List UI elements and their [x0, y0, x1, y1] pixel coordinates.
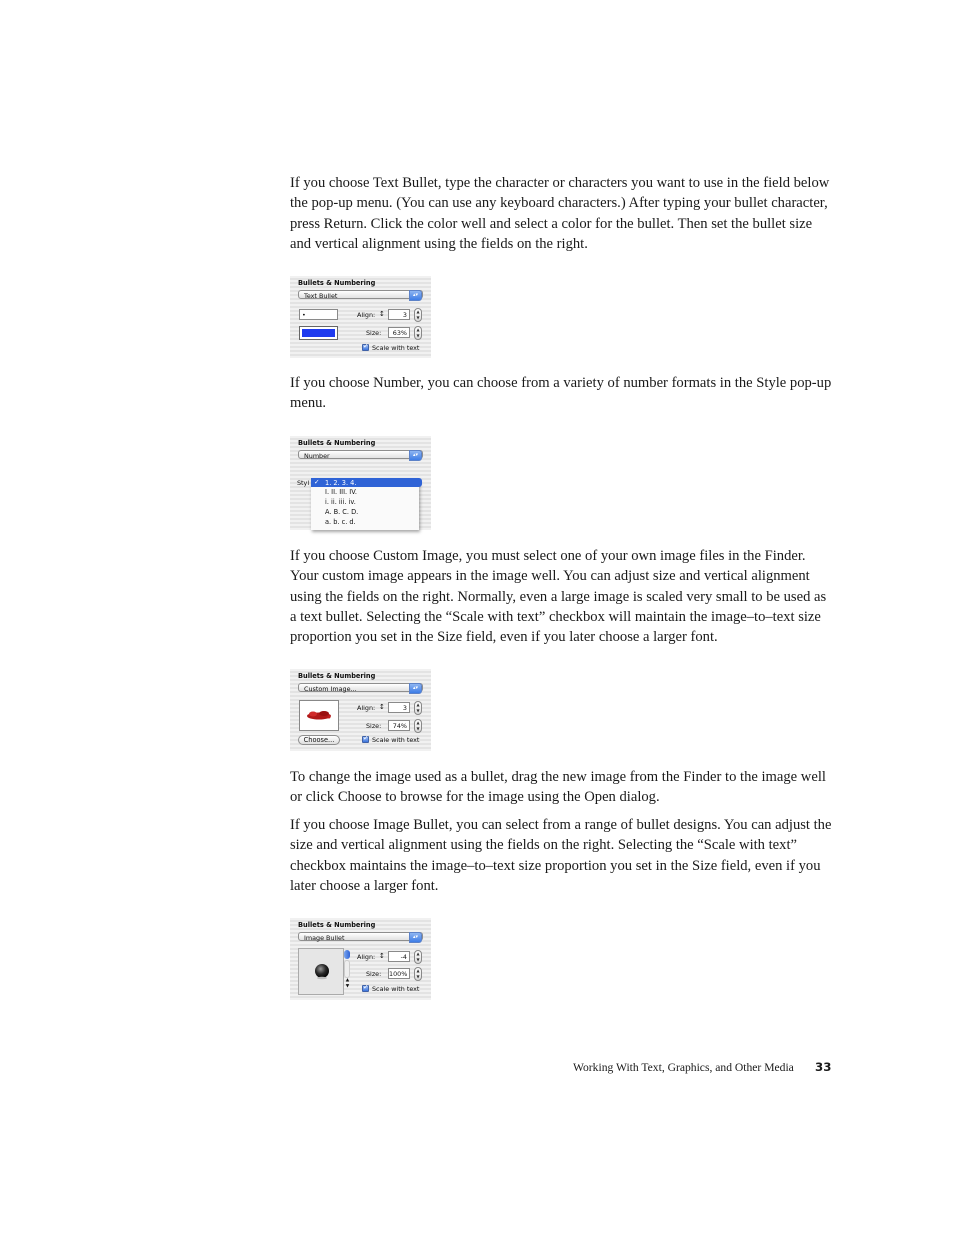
style-option[interactable]	[311, 517, 419, 527]
running-head: Working With Text, Graphics, and Other Media	[573, 1061, 794, 1074]
paragraph-number: If you choose Number, you can choose from a variety of number formats in the Style pop-up menu.	[290, 375, 832, 412]
style-menu	[311, 478, 419, 530]
choose-button-label: Choose...	[303, 736, 335, 744]
style-option[interactable]	[311, 497, 419, 507]
panel-title: Bullets & Numbering	[298, 439, 376, 447]
page-number: 33	[815, 1060, 832, 1074]
size-label: Size:	[366, 329, 382, 337]
vertical-align-icon: ↕	[379, 952, 385, 960]
scale-with-text-checkbox[interactable]	[362, 344, 369, 351]
popup-value: Text Bullet	[304, 291, 338, 300]
color-well[interactable]	[299, 326, 338, 340]
size-stepper[interactable]: ▲ ▼	[414, 719, 422, 733]
bullet-design-preview-icon	[299, 949, 343, 994]
size-value: 100%	[389, 970, 408, 978]
color-swatch	[302, 329, 335, 337]
align-stepper[interactable]: ▲ ▼	[414, 308, 422, 322]
size-label: Size:	[366, 970, 382, 978]
scroll-thumb[interactable]	[344, 950, 350, 959]
size-field[interactable]	[388, 720, 410, 731]
size-field[interactable]	[388, 968, 410, 979]
align-value: -4	[400, 953, 407, 961]
custom-image-thumbnail-icon	[300, 701, 338, 730]
size-stepper[interactable]: ▲ ▼	[414, 326, 422, 340]
align-field[interactable]	[388, 951, 410, 962]
style-option-label: A. B. C. D.	[325, 508, 359, 516]
align-stepper[interactable]: ▲ ▼	[414, 701, 422, 715]
bullet-character-value: •	[302, 311, 306, 319]
bullet-type-popup[interactable]	[298, 290, 423, 299]
bullets-panel-image-bullet	[290, 918, 431, 1000]
vertical-align-icon: ↕	[379, 703, 385, 711]
size-stepper[interactable]: ▲ ▼	[414, 967, 422, 981]
scale-with-text-label: Scale with text	[372, 344, 420, 352]
size-value: 74%	[392, 722, 407, 730]
image-bullet-browser[interactable]	[298, 948, 344, 995]
bullets-panel-custom-image	[290, 669, 431, 751]
scroll-arrows-icon[interactable]: ▲ ▼	[345, 978, 350, 989]
image-well[interactable]	[299, 700, 339, 731]
align-label: Align:	[357, 311, 376, 319]
size-label: Size:	[366, 722, 382, 730]
scroll-track[interactable]	[344, 960, 350, 978]
style-option[interactable]	[311, 507, 419, 517]
scale-with-text-checkbox[interactable]	[362, 736, 369, 743]
align-value: 3	[402, 704, 407, 712]
style-option-label: a. b. c. d.	[325, 518, 356, 526]
popup-value: Custom Image...	[304, 684, 357, 693]
panel-title: Bullets & Numbering	[298, 279, 376, 287]
popup-arrows-icon: ▴▾	[409, 932, 422, 943]
bullet-type-popup[interactable]	[298, 932, 423, 941]
popup-arrows-icon: ▴▾	[409, 450, 422, 461]
bullets-panel-number	[290, 436, 431, 530]
align-value: 3	[402, 311, 407, 319]
scale-with-text-label: Scale with text	[372, 985, 420, 993]
bullet-type-popup[interactable]	[298, 683, 423, 692]
popup-arrows-icon: ▴▾	[409, 290, 422, 301]
vertical-align-icon: ↕	[379, 310, 385, 318]
style-label: Styl	[297, 479, 310, 487]
paragraph-text-bullet: If you choose Text Bullet, type the character or characters you want to use in the field below the pop-up menu. (You can use any keyboard characters.) After typing your bullet character, press Return. Click the color well and select a color for the bullet. Then set the bullet size and vertical alignment using the fields on the right.	[290, 175, 830, 252]
align-stepper[interactable]: ▲ ▼	[414, 950, 422, 964]
style-option-label: I. II. III. IV.	[325, 488, 357, 496]
bullet-type-popup[interactable]	[298, 450, 423, 459]
paragraph-custom-image: If you choose Custom Image, you must select one of your own image files in the Finder. Your custom image appears in the image well. You can adjust size and vertical alignment using the fields on the right. Normally, even a large image is scaled very small to be used as a text bullet. Selecting the “Scale with text” checkbox will maintain the image–to–text size proportion you set in the Size field, even if you later choose a larger font.	[290, 548, 827, 646]
style-option-label: 1. 2. 3. 4.	[325, 479, 357, 487]
size-field[interactable]	[388, 327, 410, 338]
style-option[interactable]	[311, 487, 419, 497]
popup-value: Image Bullet	[304, 933, 345, 942]
checkmark-icon: ✓	[314, 478, 320, 486]
choose-button[interactable]	[298, 735, 340, 745]
paragraph-image-bullet: If you choose Image Bullet, you can select from a range of bullet designs. You can adjust the size and vertical alignment using the fields on the right. Selecting the “Scale with text” checkbox maintains the image–to–text size proportion you set in the Size field, even if you later choose a larger font.	[290, 817, 832, 894]
popup-value: Number	[304, 451, 330, 460]
panel-title: Bullets & Numbering	[298, 672, 376, 680]
popup-arrows-icon: ▴▾	[409, 683, 422, 694]
paragraph-change-image: To change the image used as a bullet, drag the new image from the Finder to the image well or click Choose to browse for the image using the Open dialog.	[290, 769, 826, 806]
align-field[interactable]	[388, 309, 410, 320]
scale-with-text-checkbox[interactable]	[362, 985, 369, 992]
panel-title: Bullets & Numbering	[298, 921, 376, 929]
size-value: 63%	[392, 329, 407, 337]
bullet-character-field[interactable]	[299, 309, 338, 320]
align-field[interactable]	[388, 702, 410, 713]
bullet-scrollbar[interactable]	[344, 950, 351, 994]
scale-with-text-label: Scale with text	[372, 736, 420, 744]
style-option-label: i. ii. iii. iv.	[325, 498, 356, 506]
style-option-selected[interactable]	[311, 478, 419, 487]
style-popup-arrow	[416, 478, 422, 487]
align-label: Align:	[357, 704, 376, 712]
align-label: Align:	[357, 953, 376, 961]
bullets-panel-text-bullet	[290, 276, 431, 358]
